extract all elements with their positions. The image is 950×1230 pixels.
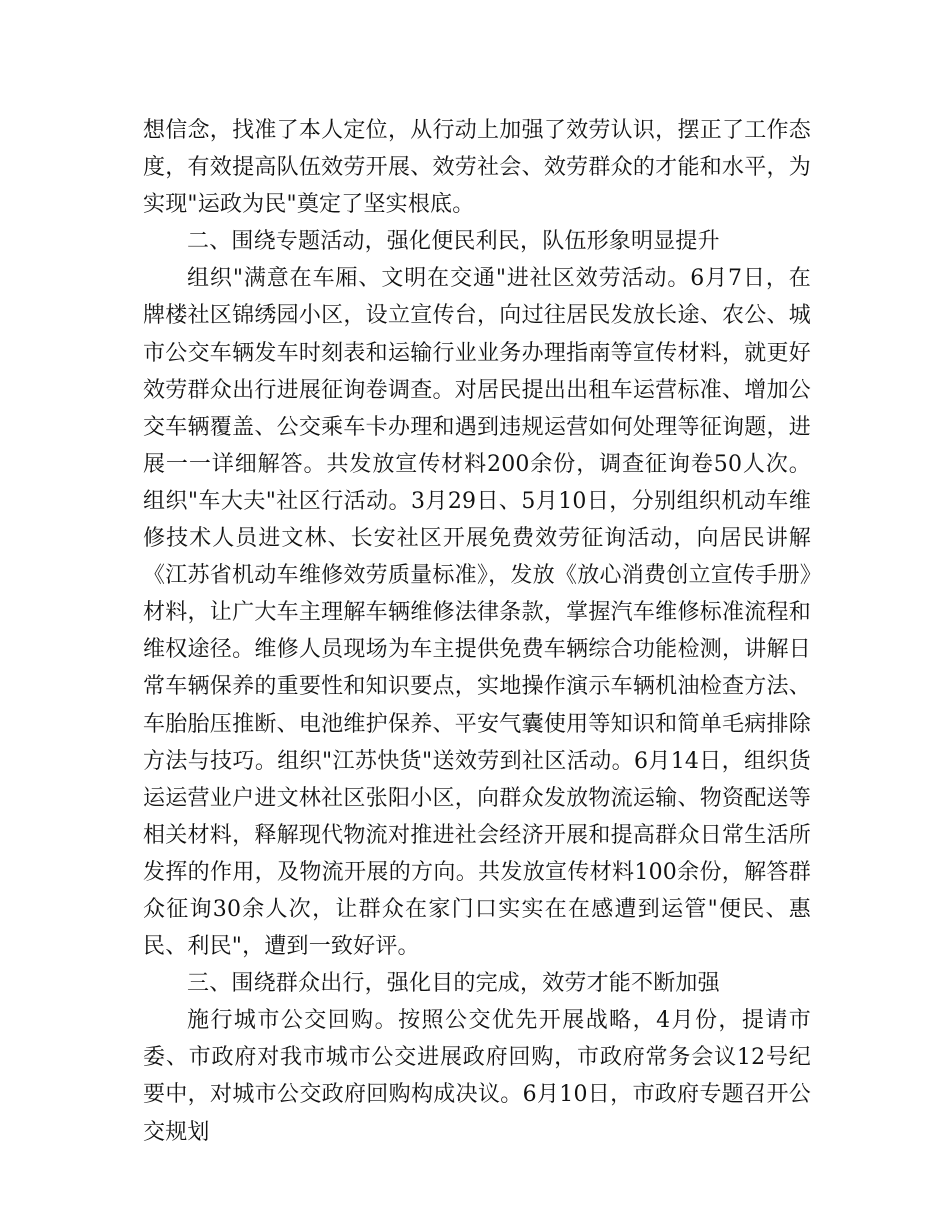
paragraph-public-transit-buyback: 施行城市公交回购。按照公交优先开展战略，4月份，提请市委、市政府对我市城市公交进展政府回购，市政府常务会议12号纪要中，对城市公交政府回购构成决议。6月10日，市政府专题召开公交规划 [143, 1008, 811, 1145]
paragraph-community-activities: 组织"满意在车厢、文明在交通"进社区效劳活动。6月7日，在牌楼社区锦绣园小区，设立宣传台，向过往居民发放长途、农公、城市公交车辆发车时刻表和运输行业业务办理指南等宣传材料，就更好效劳群众出行进展征询卷调查。对居民提出出租车运营标准、增加公交车辆覆盖、公交乘车卡办理和遇到违规运营如何处理等征询题，进展一一详细解答。共发放宣传材料200余份，调查征询卷50人次。组织"车大夫"社区行活动。3月29日、5月10日，分别组织机动车维修技术人员进文林、长安社区开展免费效劳征询活动，向居民讲解《江苏省机动车维修效劳质量标准》，发放《放心消费创立宣传手册》材料，让广大车主理解车辆维修法律条款，掌握汽车维修标准流程和维权途径。维修人员现场为车主提供免费车辆综合功能检测，讲解日常车辆保养的重要性和知识要点，实地操作演示车辆机油检查方法、车胎胎压推断、电池维护保养、平安气囊使用等知识和简单毛病排除方法与技巧。组织"江苏快货"送效劳到社区活动。6月14日，组织货运运营业户进文林社区张阳小区，向群众发放物流运输、物资配送等相关材料，释解现代物流对推进社会经济开展和提高群众日常生活所发挥的作用，及物流开展的方向。共发放宣传材料100余份，解答群众征询30余人次，让群众在家门口实实在在感遭到运管"便民、惠民、利民"，遭到一致好评。 [143, 266, 811, 960]
section-heading-2: 二、围绕专题活动，强化便民利民，队伍形象明显提升 [187, 229, 720, 255]
document-body [143, 112, 811, 1151]
paragraph-continuation: 想信念，找准了本人定位，从行动上加强了效劳认识，摆正了工作态度，有效提高队伍效劳开展、效劳社会、效劳群众的才能和水平，为实现"运政为民"奠定了坚实根底。 [143, 118, 811, 218]
section-heading-3: 三、围绕群众出行，强化目的完成，效劳才能不断加强 [187, 971, 720, 997]
